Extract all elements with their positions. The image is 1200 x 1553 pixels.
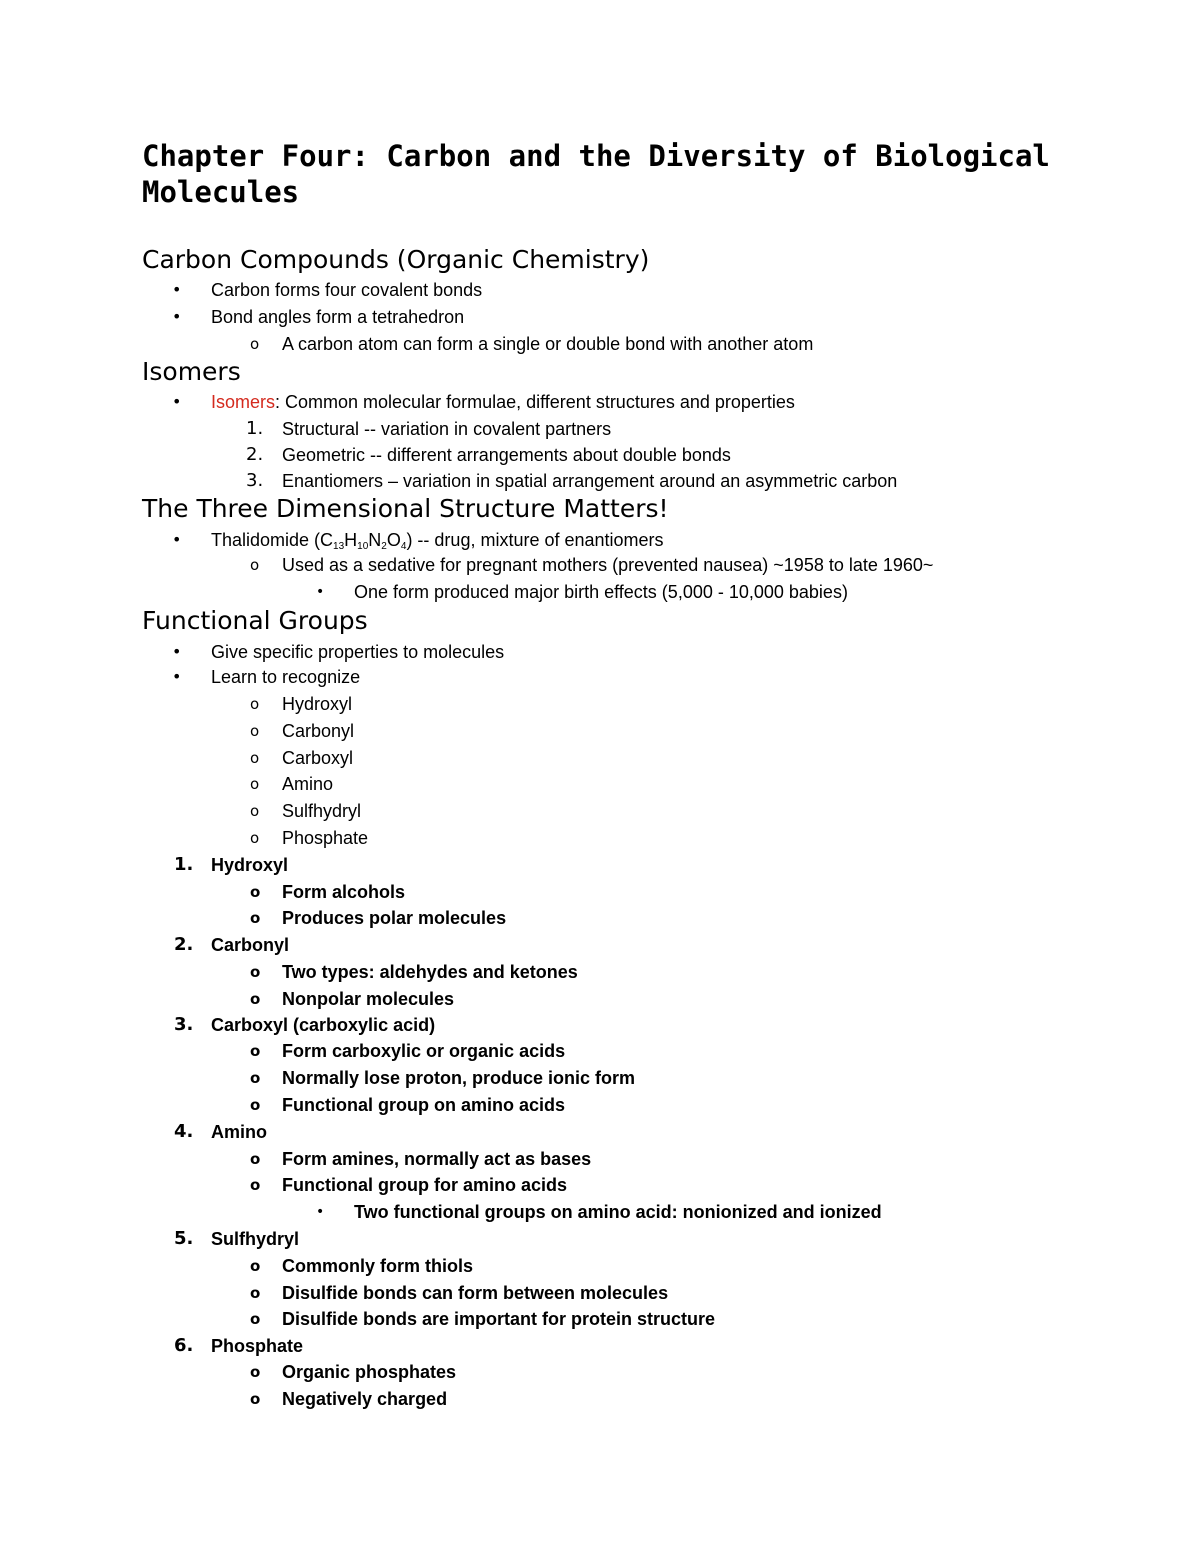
circle-bullet-icon: o: [250, 909, 261, 927]
isomers-keyword: Isomers: [211, 392, 276, 412]
circle-bullet-icon: o: [250, 883, 261, 901]
circle-bullet-icon: o: [250, 1363, 261, 1381]
list-number: 1.: [174, 854, 194, 875]
bullet-icon: •: [172, 530, 182, 549]
circle-bullet-icon: o: [250, 556, 260, 574]
bullet-icon: •: [172, 642, 182, 661]
heading-functional-groups: Functional Groups: [142, 606, 368, 635]
bullet-icon: •: [316, 584, 325, 600]
heading-carbon-compounds: Carbon Compounds (Organic Chemistry): [142, 245, 650, 274]
circle-bullet-icon: o: [250, 1150, 261, 1168]
bullet-icon: •: [172, 667, 182, 686]
bullet-icon: •: [316, 1204, 325, 1220]
circle-bullet-icon: o: [250, 1096, 261, 1114]
thalidomide-formula: Thalidomide $(C_{13}H_{10}N_2O_4)$ -- drug, mixture of enantiomers: [211, 530, 664, 552]
list-number: 2.: [246, 444, 264, 465]
circle-bullet-icon: o: [250, 335, 260, 353]
list-number: 4.: [174, 1121, 194, 1142]
list-number: 6.: [174, 1335, 194, 1356]
circle-bullet-icon: o: [250, 1176, 261, 1194]
list-number: 3.: [174, 1014, 194, 1035]
circle-bullet-icon: o: [250, 1257, 261, 1275]
document-page: Chapter Four: Carbon and the Diversity of Biological Molecules Carbon Compounds (Organic Chemistry) • Carbon forms four covalent bonds • Bond angles form a tetrahedron o A carbon atom can form a single or double bond with another atom Isomers • Isomers: Common molecular formulae, different structures and properties 1. Structural -- variation in covalent partners 2. Geometric -- different arrangements about double bonds 3. Enantiomers – variation in spatial arrangement around an asymmetric carbon The Three Dimensional Structure Matters! • Thalidomide $(C_{13}H_{10}N_2O_4)$ -- drug, mixture of enantiomers o Used as a sedative for pregnant mothers (prevented nausea) ~1958 to late 1960~ • One form produced major birth effects (5,000 - 10,000 babies) Functional Groups • Give specific properties to molecules • Learn to recognize o Hydroxyl o Carbonyl o Carboxyl o Amino o Sulfhydryl o Phosphate 1. Hydroxyl o Form alcohols o Produces polar molecules 2. Carbonyl o Two types: aldehydes and ketones o Nonpolar molecules 3. Carboxyl (carboxylic acid) o Form carboxylic or organic acids o Normally lose proton, produce ionic form o Functional group on amino acids 4. Amino o Form amines, normally act as bases o Functional group for amino acids • Two functional groups on amino acid: nonionized and ionized 5. Sulfhydryl o Commonly form thiols o Disulfide bonds can form between molecules o Disulfide bonds are important for protein structure 6. Phosphate o Organic phosphates o Negatively charged: [0, 0, 1200, 1553]
circle-bullet-icon: o: [250, 722, 260, 740]
circle-bullet-icon: o: [250, 1390, 261, 1408]
circle-bullet-icon: o: [250, 990, 261, 1008]
circle-bullet-icon: o: [250, 749, 260, 767]
page-title: Chapter Four: Carbon and the Diversity of Biological Molecules: [142, 139, 1050, 209]
circle-bullet-icon: o: [250, 775, 260, 793]
list-number: 2.: [174, 934, 194, 955]
circle-bullet-icon: o: [250, 1310, 261, 1328]
list-number: 1.: [246, 418, 264, 439]
circle-bullet-icon: o: [250, 1042, 261, 1060]
circle-bullet-icon: o: [250, 1284, 261, 1302]
circle-bullet-icon: o: [250, 802, 260, 820]
circle-bullet-icon: o: [250, 1069, 261, 1087]
heading-isomers: Isomers: [142, 357, 241, 386]
heading-three-dimensional: The Three Dimensional Structure Matters!: [142, 494, 669, 523]
list-number: 5.: [174, 1228, 194, 1249]
bullet-icon: •: [172, 392, 182, 411]
circle-bullet-icon: o: [250, 963, 261, 981]
list-number: 3.: [246, 470, 264, 491]
bullet-icon: •: [172, 280, 182, 299]
circle-bullet-icon: o: [250, 695, 260, 713]
bullet-icon: •: [172, 307, 182, 326]
circle-bullet-icon: o: [250, 829, 260, 847]
